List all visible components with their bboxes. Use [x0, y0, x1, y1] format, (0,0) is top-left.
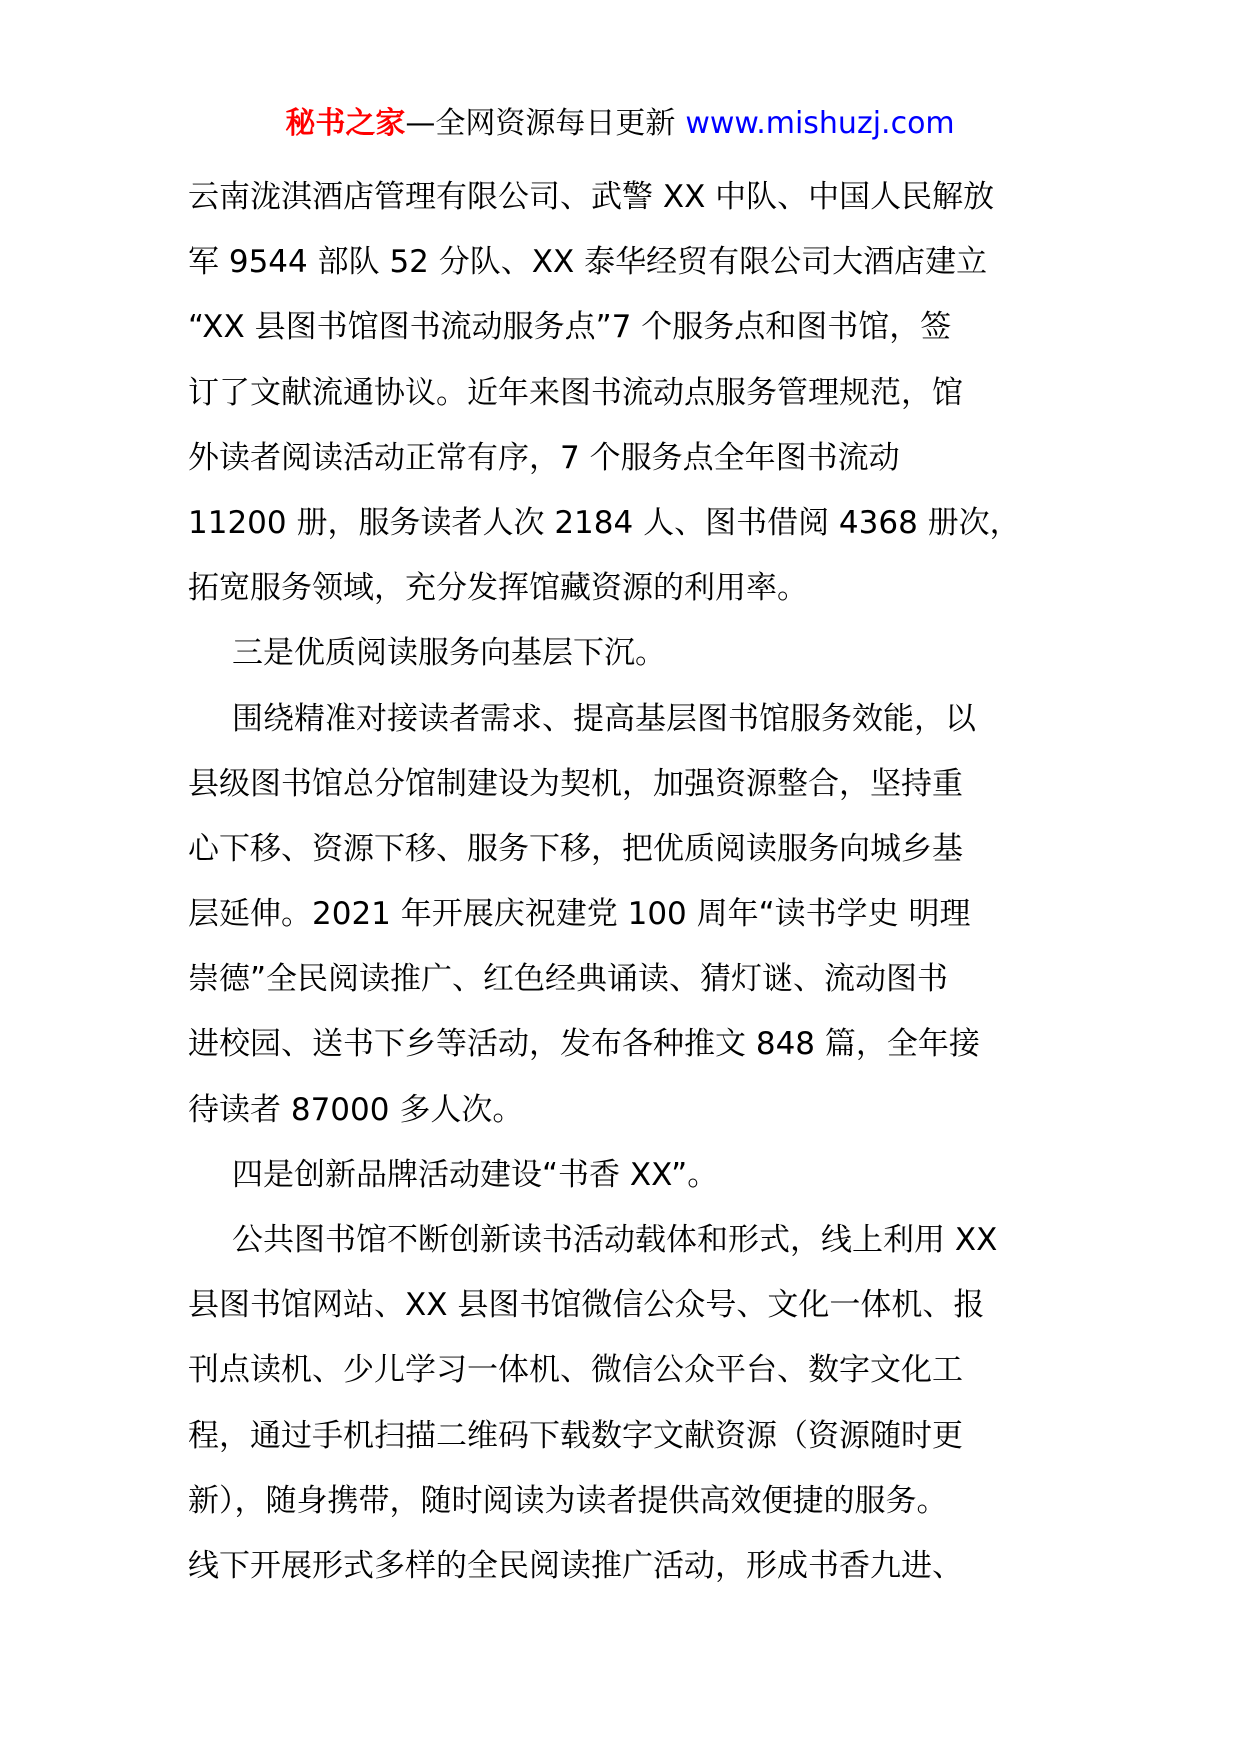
body-line: 新），随身携带，随时阅读为读者提供高效便捷的服务。: [188, 1482, 948, 1519]
body-line: 崇德”全民阅读推广、红色经典诵读、猜灯谜、流动图书: [188, 961, 949, 998]
header-url[interactable]: www.mishuzj.com: [685, 106, 955, 141]
body-line: 县级图书馆总分馆制建设为契机，加强资源整合，坚持重: [188, 765, 963, 802]
body-line: 拓宽服务领域，充分发挥馆藏资源的利用率。: [188, 570, 808, 607]
body-line: 11200 册，服务读者人次 2184 人、图书借阅 4368 册次，: [188, 504, 1021, 541]
body-line: 层延伸。2021 年开展庆祝建党 100 周年“读书学史 明理: [188, 896, 971, 933]
body-line: 围绕精准对接读者需求、提高基层图书馆服务效能，以: [232, 700, 976, 737]
body-line: 线下开展形式多样的全民阅读推广活动，形成书香九进、: [188, 1547, 963, 1584]
body-line: 待读者 87000 多人次。: [188, 1091, 524, 1128]
section-heading: 四是创新品牌活动建设“书香 XX”。: [232, 1156, 719, 1193]
body-line: 公共图书馆不断创新读书活动载体和形式，线上利用 XX: [232, 1222, 998, 1258]
body-line: 心下移、资源下移、服务下移，把优质阅读服务向城乡基: [188, 830, 963, 867]
body-line: 订了文献流通协议。近年来图书流动点服务管理规范，馆: [188, 374, 963, 411]
page-header: [0, 102, 1240, 146]
body-line: 程，通过手机扫描二维码下载数字文献资源（资源随时更: [188, 1417, 963, 1454]
body-line: 刊点读机、少儿学习一体机、微信公众平台、数字文化工: [188, 1352, 963, 1389]
body-line: 外读者阅读活动正常有序，7 个服务点全年图书流动: [188, 439, 900, 476]
header-tagline: —全网资源每日更新: [405, 106, 676, 141]
body-line: 军 9544 部队 52 分队、XX 泰华经贸有限公司大酒店建立: [188, 244, 988, 281]
body-line: “XX 县图书馆图书流动服务点”7 个服务点和图书馆，签: [188, 309, 952, 346]
brand-name: 秘书之家: [285, 106, 406, 141]
body-line: 县图书馆网站、XX 县图书馆微信公众号、文化一体机、报: [188, 1287, 985, 1324]
body-line: 进校园、送书下乡等活动，发布各种推文 848 篇，全年接: [188, 1026, 980, 1063]
body-line: 云南泷淇酒店管理有限公司、武警 XX 中队、中国人民解放: [188, 179, 995, 215]
section-heading: 三是优质阅读服务向基层下沉。: [232, 635, 666, 672]
document-body: [188, 165, 1068, 1599]
